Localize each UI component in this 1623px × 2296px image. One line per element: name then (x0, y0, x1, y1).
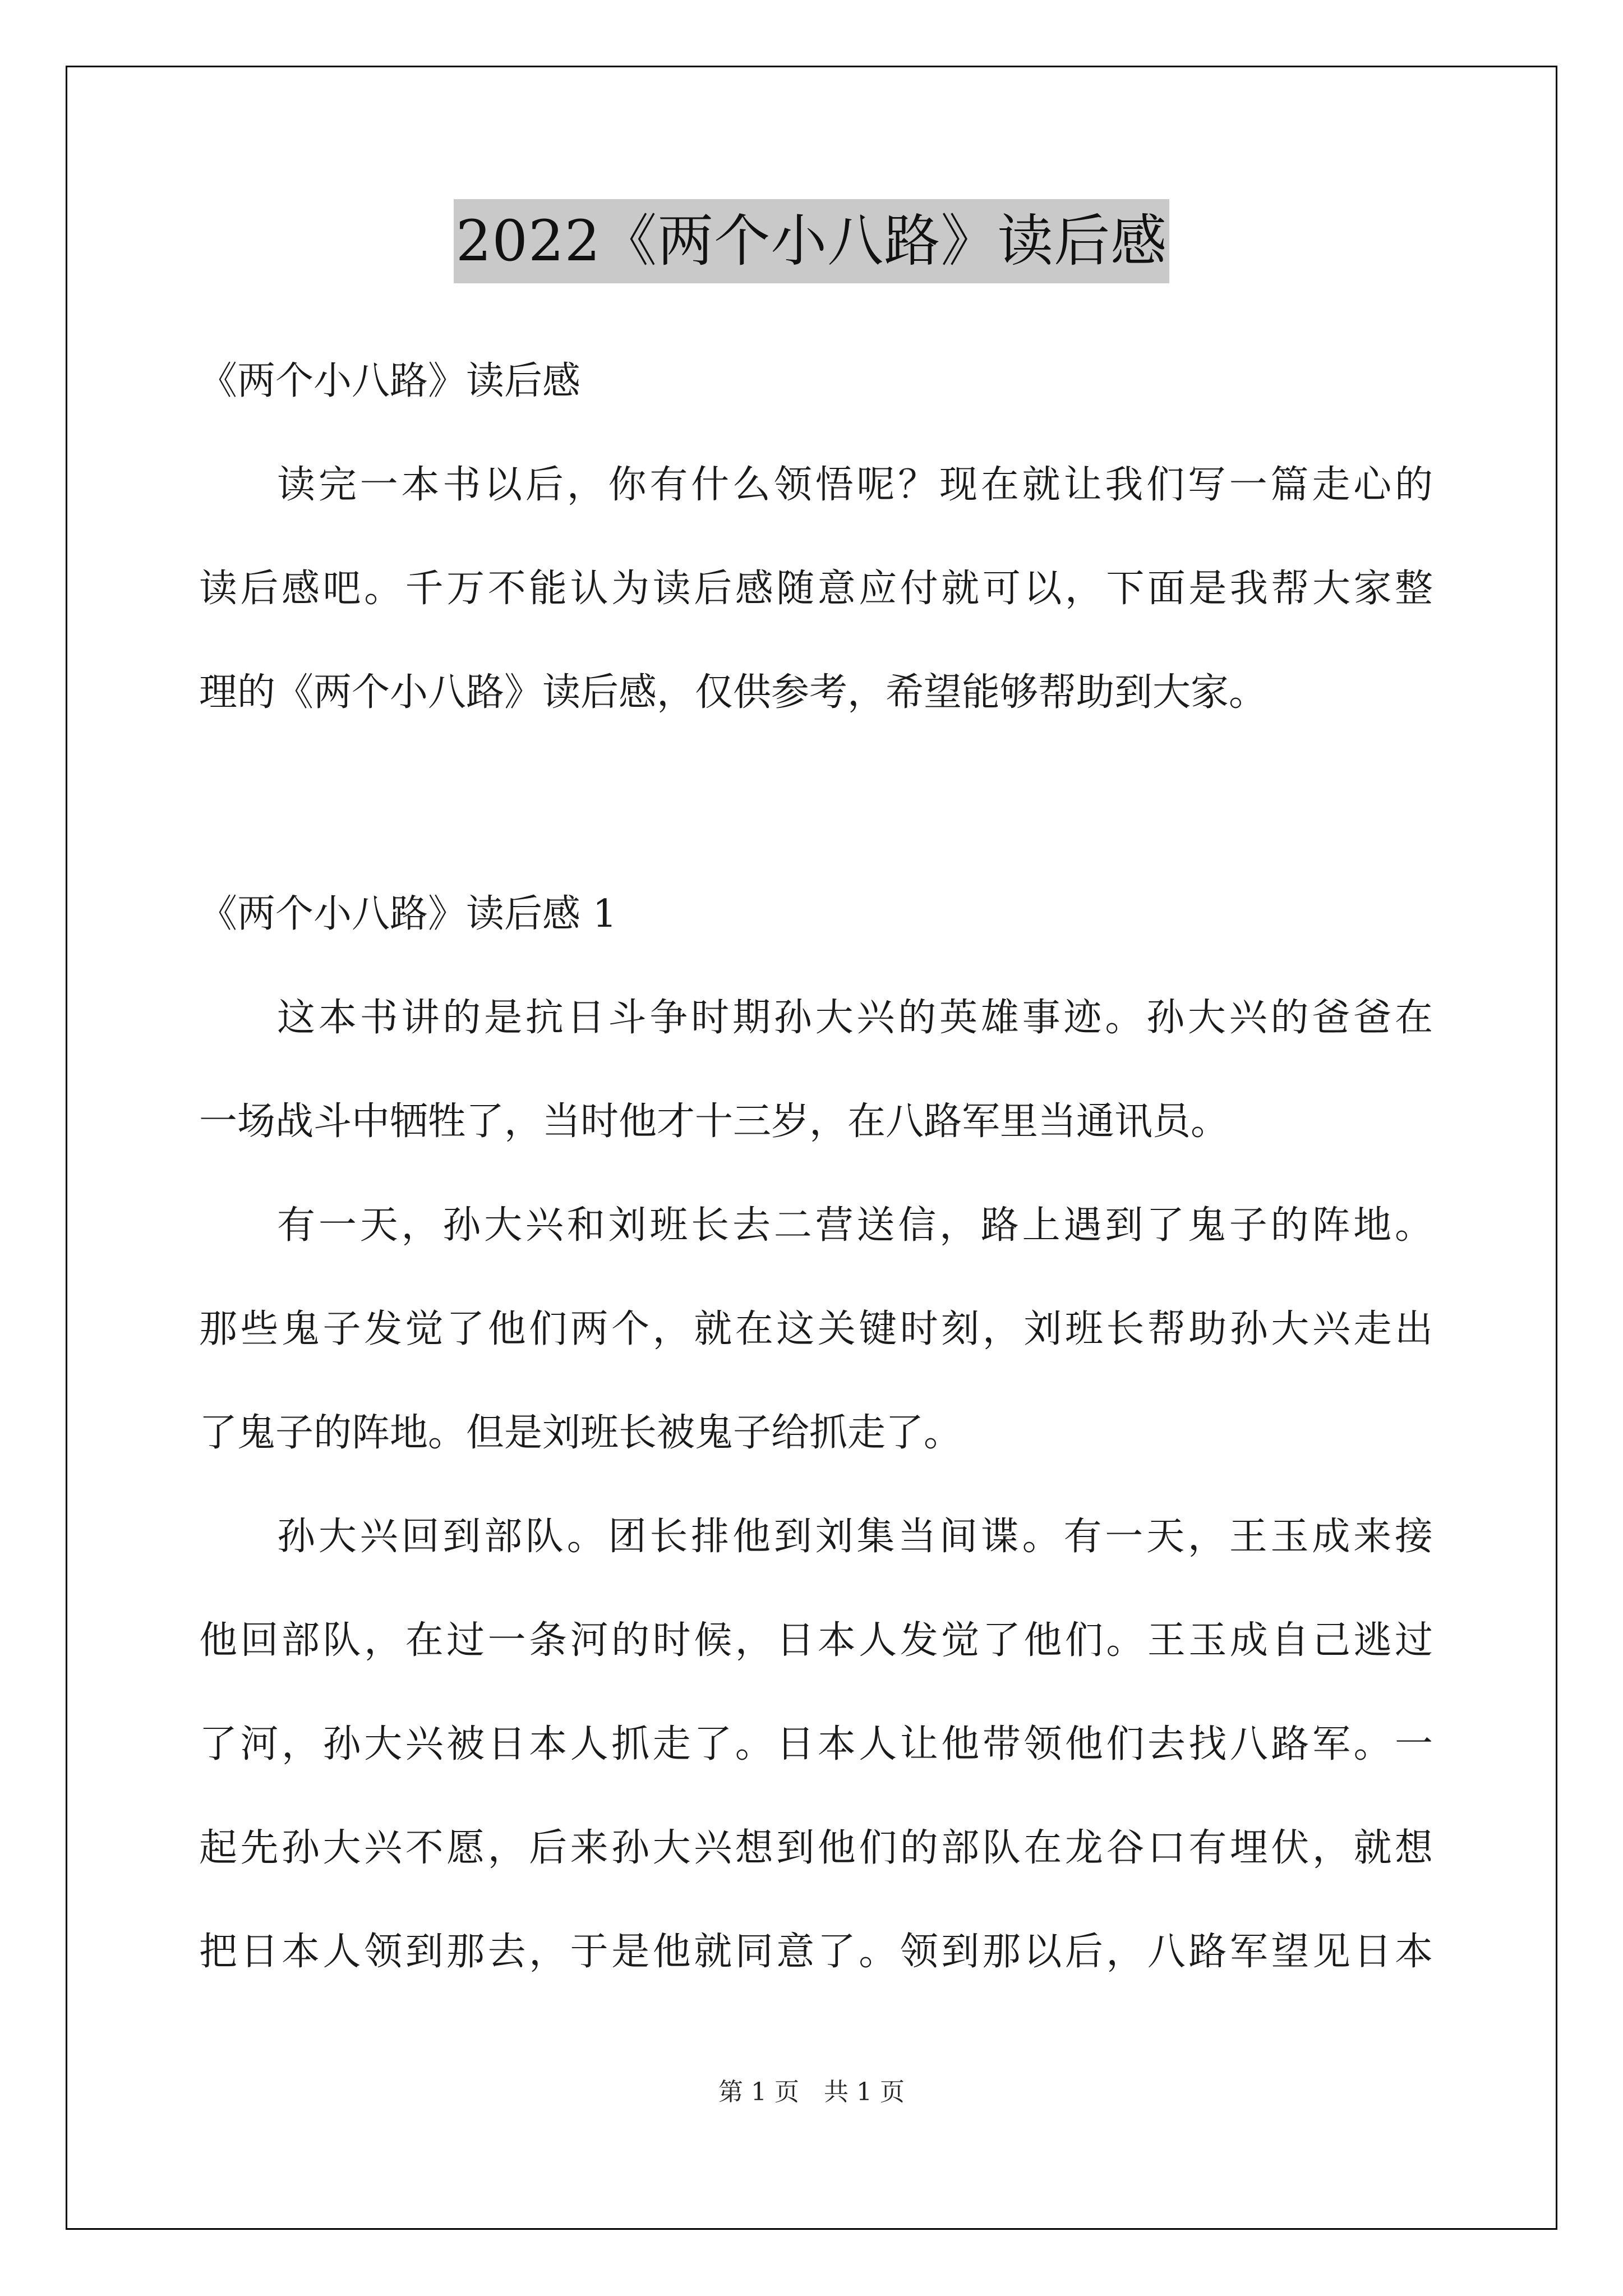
paragraph-3-line-5: 把日本人领到那去，于是他就同意了。领到那以后，八路军望见日本 (199, 1930, 1433, 1974)
section-heading: 《两个小八路》读后感 1 (199, 892, 617, 936)
paragraph-3-line-3: 了河，孙大兴被日本人抓走了。日本人让他带领他们去找八路军。一 (199, 1722, 1433, 1766)
document-title: 2022《两个小八路》读后感 (454, 199, 1170, 283)
paragraph-3-line-4: 起先孙大兴不愿，后来孙大兴想到他们的部队在龙谷口有埋伏，就想 (199, 1826, 1433, 1870)
title-container (0, 199, 1623, 283)
page-footer: 第 1 页 共 1 页 (718, 2078, 905, 2106)
paragraph-3-line-1: 孙大兴回到部队。团长排他到刘集当间谍。有一天，王玉成来接 (277, 1515, 1433, 1559)
paragraph-2-line-1: 有一天，孙大兴和刘班长去二营送信，路上遇到了鬼子的阵地。 (277, 1203, 1433, 1248)
intro-line-3: 理的《两个小八路》读后感，仅供参考，希望能够帮助到大家。 (199, 670, 1267, 715)
subtitle: 《两个小八路》读后感 (199, 359, 581, 403)
paragraph-1-line-1: 这本书讲的是抗日斗争时期孙大兴的英雄事迹。孙大兴的爸爸在 (277, 996, 1433, 1040)
intro-line-1: 读完一本书以后，你有什么领悟呢？现在就让我们写一篇走心的 (277, 463, 1433, 507)
intro-line-2: 读后感吧。千万不能认为读后感随意应付就可以，下面是我帮大家整 (199, 567, 1433, 611)
paragraph-3-line-2: 他回部队，在过一条河的时候，日本人发觉了他们。王玉成自己逃过 (199, 1618, 1433, 1663)
paragraph-2-line-2: 那些鬼子发觉了他们两个，就在这关键时刻，刘班长帮助孙大兴走出 (199, 1307, 1433, 1351)
paragraph-2-line-3: 了鬼子的阵地。但是刘班长被鬼子给抓走了。 (199, 1411, 962, 1455)
paragraph-1-line-2: 一场战斗中牺牲了，当时他才十三岁，在八路军里当通讯员。 (199, 1099, 1229, 1144)
